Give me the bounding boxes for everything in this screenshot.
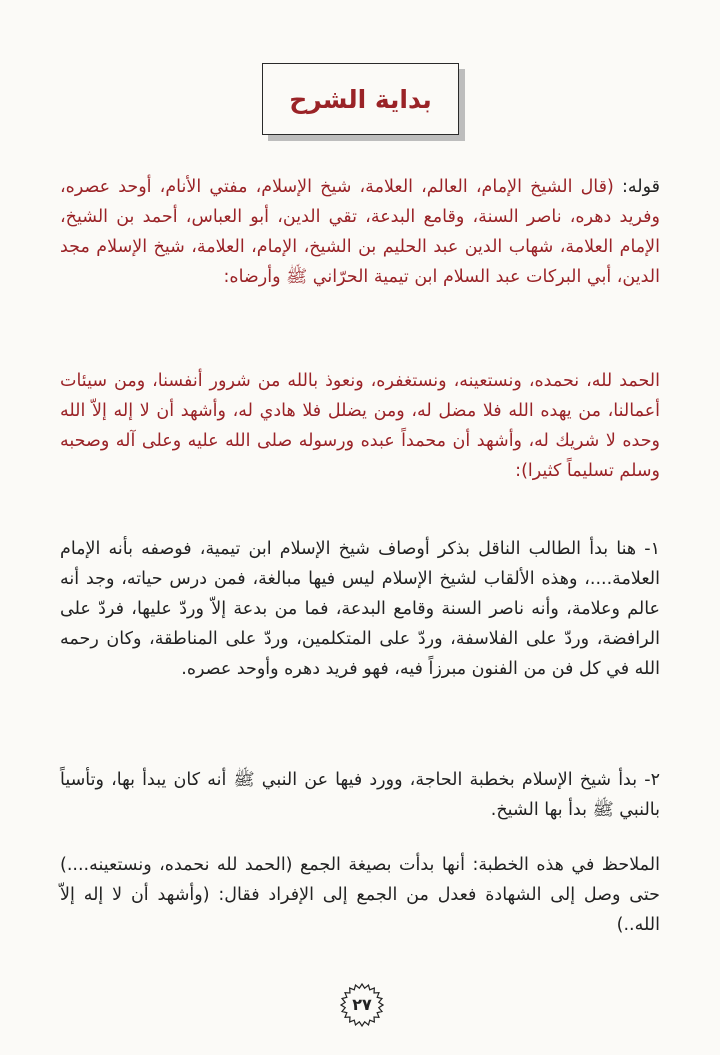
quote-lead: قوله: (613, 177, 660, 197)
section-title: بداية الشرح (289, 84, 432, 114)
commentary-note: الملاحظ في هذه الخطبة: أنها بدأت بصيغة الجمع (الحمد لله نحمده، ونستعينه....) حتى وصل إلى الشهادة فعدل من الجمع إلى الإفراد فقال: (وأشهد أن لا إله إلاّ الله..) (60, 855, 660, 935)
quote-text: (قال الشيخ الإمام، العالم، العلامة، شيخ الإسلام، مفتي الأنام، أوحد عصره، وفريد دهره، ناصر السنة، وقامع البدعة، تقي الدين، أبو العباس، أحمد بن الشيخ، الإمام العلامة، شهاب الدين عبد الحليم بن الشيخ، الإمام، العلامة، شيخ الإسلام مجد الدين، أبي البركات عبد السلام ابن تيمية الحرّاني ﷺ وأرضاه: (60, 177, 660, 287)
commentary-point-2: ٢- بدأ شيخ الإسلام بخطبة الحاجة، وورد فيها عن النبي ﷺ أنه كان يبدأ بها، وتأسياً بالنبي ﷺ بدأ بها الشيخ. (60, 770, 660, 820)
page-number-badge (340, 983, 384, 1027)
sermon-quote-paragraph: الحمد لله، نحمده، ونستعينه، ونستغفره، ونعوذ بالله من شرور أنفسنا، ومن سيئات أعمالنا، من يهده الله فلا مضل له، ومن يضلل فلا هادي له، وأشهد أن لا إله إلاّ الله وحده لا شريك له، وأشهد أن محمداً عبده ورسوله صلى الله عليه وعلى آله وصحبه وسلم تسليماً كثيرا): (60, 371, 660, 481)
section-title-box (262, 63, 459, 135)
page-number: ٢٧ (352, 995, 372, 1014)
commentary-point-1: ١- هنا بدأ الطالب الناقل بذكر أوصاف شيخ الإسلام ابن تيمية، فوصفه بأنه الإمام العلامة....، وهذه الألقاب لشيخ الإسلام ليس فيها مبالغة، فمن درس حياته، وجد أنه عالم وعلامة، وأنه ناصر السنة وقامع البدعة، فما من بدعة إلاّ وردّ عليها، فردّ على الرافضة، وردّ على الفلاسفة، وردّ على المتكلمين، وردّ على المناطقة، وكان رحمه الله في كل فن من الفنون مبرزاً فيه، فهو فريد دهره وأوحد عصره. (60, 539, 660, 679)
opening-quote-paragraph (60, 172, 660, 292)
